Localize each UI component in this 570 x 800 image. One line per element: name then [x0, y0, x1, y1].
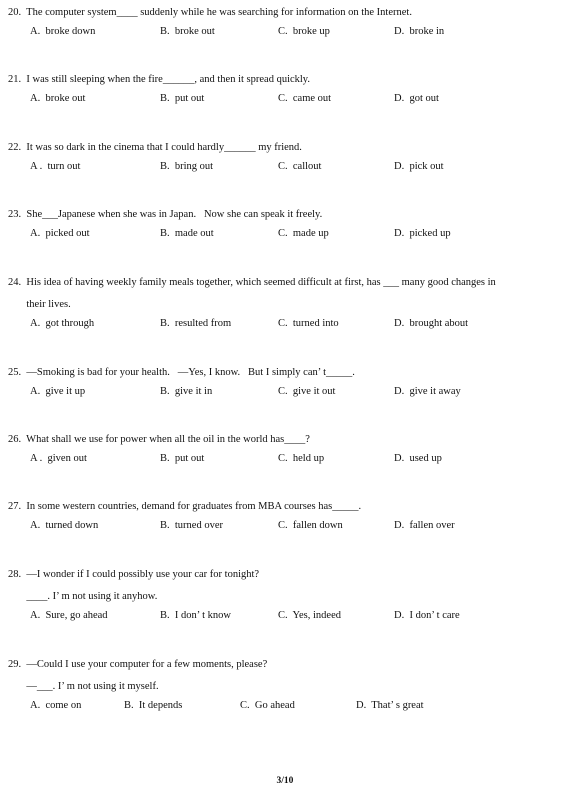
option-a: A. got through	[30, 318, 95, 329]
question-options	[0, 228, 570, 248]
option-b: B. bring out	[160, 161, 214, 172]
option-c: C. give it out	[278, 386, 336, 397]
option-c: C. callout	[278, 161, 322, 172]
question-options	[0, 610, 570, 630]
question-options	[0, 386, 570, 406]
question-stem-continued: ____. I’ m not using it anyhow.	[8, 591, 158, 602]
question-options	[0, 318, 570, 338]
question-options	[0, 26, 570, 46]
option-c: C. came out	[278, 93, 332, 104]
option-b: B. It depends	[124, 700, 183, 711]
option-a: A. picked out	[30, 228, 90, 239]
question-stem: 25. —Smoking is bad for your health. —Yes, I know. But I simply can’ t_____.	[8, 367, 355, 378]
option-d: D. That’ s great	[356, 700, 424, 711]
option-d: D. got out	[394, 93, 439, 104]
option-d: D. broke in	[394, 26, 445, 37]
question-stem: 24. His idea of having weekly family meals together, which seemed difficult at first, has ___ many good changes in	[8, 277, 496, 288]
option-a: A. Sure, go ahead	[30, 610, 108, 621]
option-b: B. I don’ t know	[160, 610, 231, 621]
option-a: A. turned down	[30, 520, 99, 531]
option-d: D. pick out	[394, 161, 444, 172]
option-b: B. broke out	[160, 26, 215, 37]
option-a: A . turn out	[30, 161, 81, 172]
option-c: C. made up	[278, 228, 329, 239]
option-c: C. held up	[278, 453, 325, 464]
question-stem: 20. The computer system____ suddenly while he was searching for information on the Internet.	[8, 7, 412, 18]
option-d: D. picked up	[394, 228, 451, 239]
question-options	[0, 93, 570, 113]
option-b: B. put out	[160, 453, 205, 464]
question-stem: 21. I was still sleeping when the fire______, and then it spread quickly.	[8, 74, 311, 85]
question-stem: 23. She___Japanese when she was in Japan. Now she can speak it freely.	[8, 209, 323, 220]
question-stem: 26. What shall we use for power when all the oil in the world has____?	[8, 434, 310, 445]
question-options	[0, 453, 570, 473]
question-options	[0, 161, 570, 181]
option-b: B. made out	[160, 228, 214, 239]
option-a: A. broke out	[30, 93, 86, 104]
option-a: A. come on	[30, 700, 82, 711]
option-b: B. give it in	[160, 386, 213, 397]
page-number: 3/10	[276, 776, 294, 786]
option-d: D. I don’ t care	[394, 610, 460, 621]
option-d: D. brought about	[394, 318, 469, 329]
option-d: D. used up	[394, 453, 442, 464]
option-d: D. fallen over	[394, 520, 455, 531]
option-c: C. broke up	[278, 26, 330, 37]
option-d: D. give it away	[394, 386, 461, 397]
option-b: B. resulted from	[160, 318, 232, 329]
option-b: B. turned over	[160, 520, 223, 531]
question-stem: 22. It was so dark in the cinema that I could hardly______ my friend.	[8, 142, 302, 153]
question-stem: 29. —Could I use your computer for a few moments, please?	[8, 659, 268, 670]
question-options	[0, 700, 570, 720]
option-c: C. Go ahead	[240, 700, 295, 711]
question-options	[0, 520, 570, 540]
option-c: C. turned into	[278, 318, 339, 329]
option-a: A. broke down	[30, 26, 96, 37]
option-a: A . given out	[30, 453, 87, 464]
question-stem: 28. —I wonder if I could possibly use your car for tonight?	[8, 569, 260, 580]
question-stem-continued: their lives.	[8, 299, 71, 310]
option-c: C. fallen down	[278, 520, 343, 531]
option-a: A. give it up	[30, 386, 86, 397]
option-b: B. put out	[160, 93, 205, 104]
option-c: C. Yes, indeed	[278, 610, 342, 621]
question-stem-continued: —___. I’ m not using it myself.	[8, 681, 159, 692]
question-stem: 27. In some western countries, demand for graduates from MBA courses has_____.	[8, 501, 362, 512]
